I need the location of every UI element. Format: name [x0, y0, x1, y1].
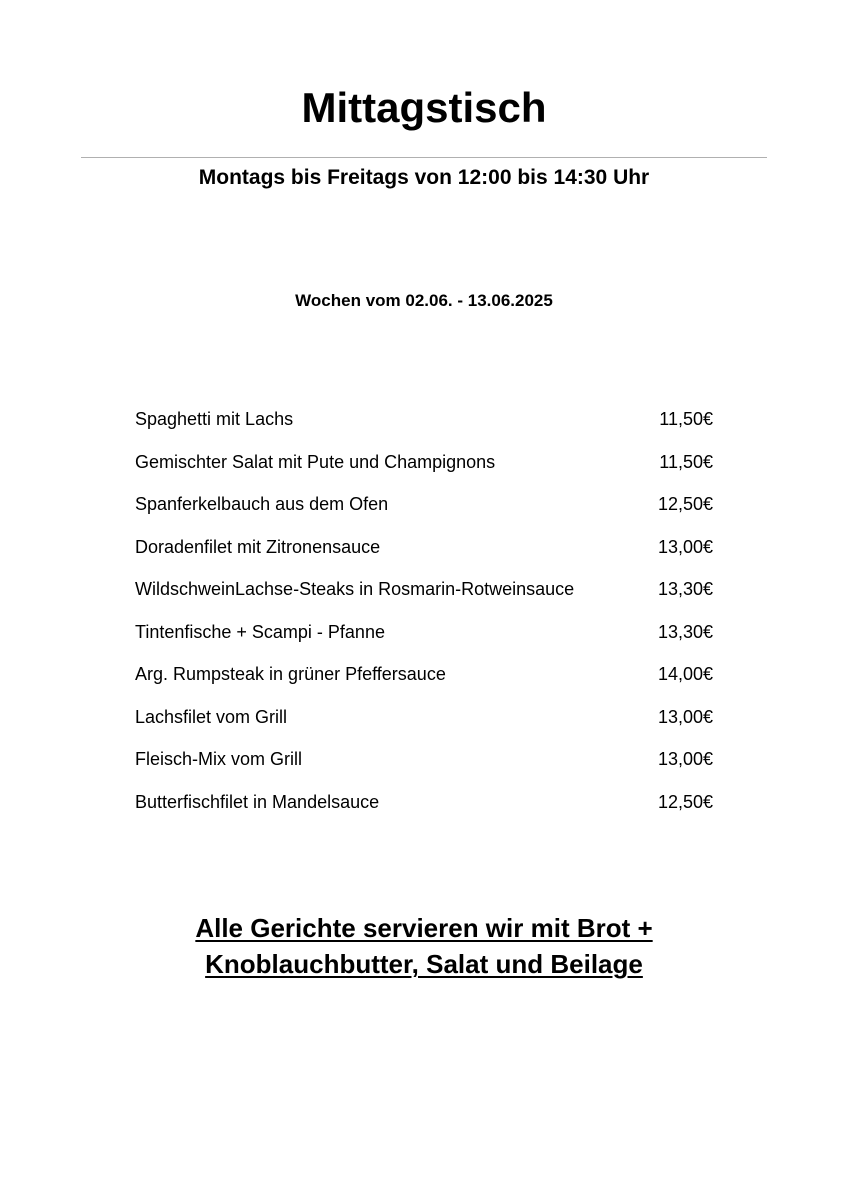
dish-name: Fleisch-Mix vom Grill	[135, 749, 303, 770]
dish-name: Spaghetti mit Lachs	[135, 409, 294, 430]
menu-item	[135, 781, 713, 824]
footer-line-1: Alle Gerichte servieren wir mit Brot +	[195, 913, 653, 943]
menu-item	[135, 398, 713, 441]
dish-price: 13,30€	[657, 621, 713, 642]
menu-item	[135, 611, 713, 654]
dish-name: Doradenfilet mit Zitronensauce	[135, 536, 381, 557]
menu-item	[135, 483, 713, 526]
menu-item	[135, 738, 713, 781]
dish-name: Arg. Rumpsteak in grüner Pfeffersauce	[135, 664, 446, 685]
dish-price: 11,50€	[659, 451, 713, 472]
week-range: Wochen vom 02.06. - 13.06.2025	[295, 291, 553, 310]
menu-item	[135, 653, 713, 696]
page-title: Mittagstisch	[301, 84, 547, 131]
menu-item	[135, 568, 713, 611]
opening-hours: Montags bis Freitags von 12:00 bis 14:30 Uhr	[198, 166, 650, 189]
dish-name: Spanferkelbauch aus dem Ofen	[135, 494, 389, 515]
footer-line-2: Knoblauchbutter, Salat und Beilage	[205, 949, 643, 979]
dish-price: 12,50€	[657, 494, 713, 515]
dish-price: 13,00€	[657, 706, 713, 727]
dish-price: 13,00€	[657, 749, 713, 770]
menu-item	[135, 441, 713, 484]
dish-price: 14,00€	[657, 664, 713, 685]
dish-name: Tintenfische + Scampi - Pfanne	[135, 621, 385, 642]
menu-item	[135, 696, 713, 739]
title-divider	[81, 157, 767, 158]
dish-price: 13,30€	[657, 579, 713, 600]
dish-name: Butterfischfilet in Mandelsauce	[135, 791, 380, 812]
footer-note	[0, 910, 848, 982]
dish-price: 12,50€	[657, 791, 713, 812]
dish-name: WildschweinLachse-Steaks in Rosmarin-Rotweinsauce	[135, 579, 575, 600]
dish-name: Lachsfilet vom Grill	[135, 706, 288, 727]
dish-price: 11,50€	[659, 409, 713, 430]
dish-name: Gemischter Salat mit Pute und Champignons	[135, 451, 496, 472]
menu-list	[135, 398, 713, 823]
dish-price: 13,00€	[657, 536, 713, 557]
menu-item	[135, 526, 713, 569]
